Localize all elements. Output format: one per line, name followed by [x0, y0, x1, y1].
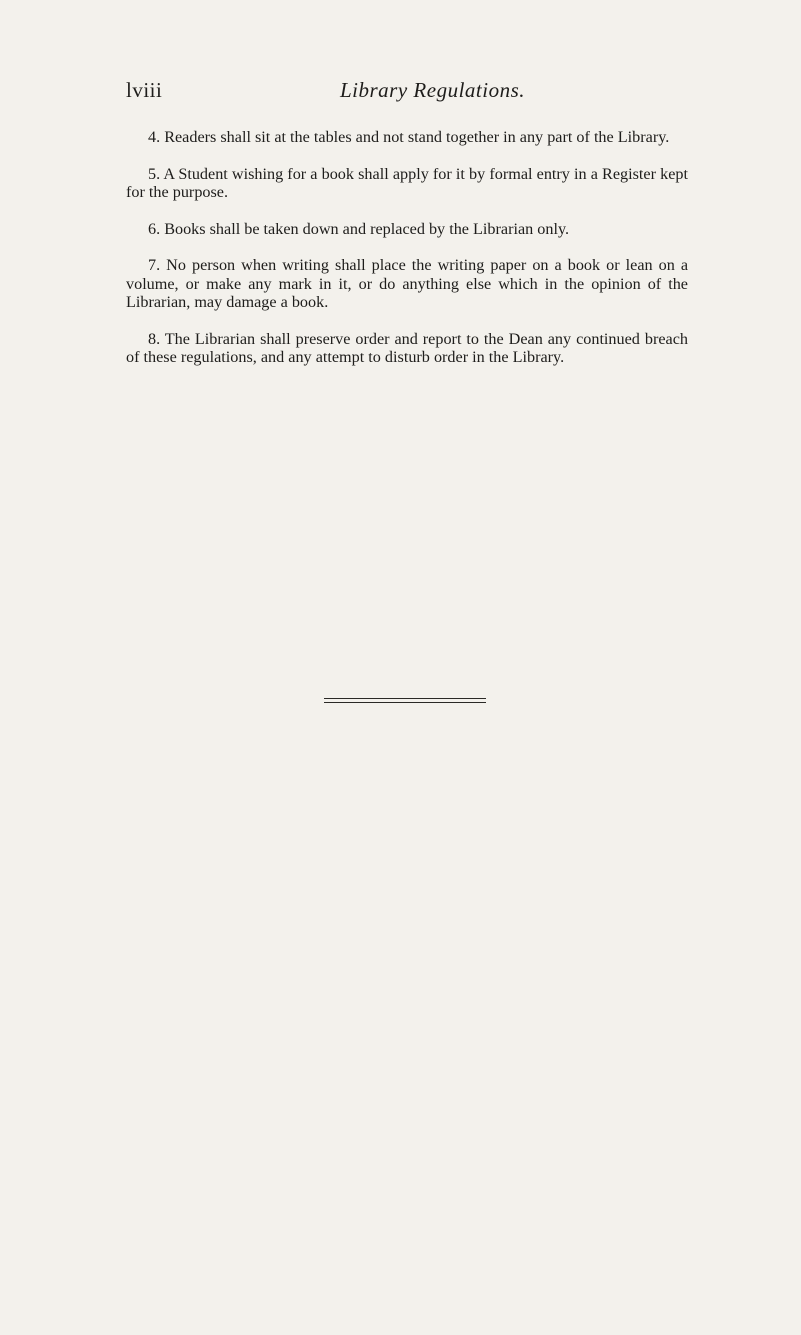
- regulation-text: Readers shall sit at the tables and not stand together in any part of the Library.: [164, 128, 670, 146]
- regulation-text: No person when writing shall place the writing paper on a book or lean on a volume, or make any mark in it, or do anything else which in the opinion of the Librarian, may damage a book.: [126, 256, 689, 311]
- regulations-list: [126, 128, 688, 385]
- regulation-text: The Librarian shall preserve order and report to the Dean any continued breach of these regulations, and any attempt to disturb order in the Library.: [126, 329, 688, 366]
- regulation-number: 6.: [148, 219, 161, 238]
- regulation-text: Books shall be taken down and replaced by the Librarian only.: [164, 219, 570, 238]
- regulation-text: A Student wishing for a book shall apply for it by formal entry in a Register kept for the purpose.: [126, 164, 689, 201]
- end-rule-upper: [324, 698, 486, 699]
- regulation-4: [126, 128, 688, 147]
- page-title: Library Regulations.: [340, 78, 526, 102]
- page-number: lviii: [126, 78, 163, 102]
- regulation-8: [126, 330, 688, 367]
- regulation-5: [126, 165, 688, 202]
- regulation-6: [126, 220, 688, 239]
- regulation-number: 4.: [148, 128, 161, 146]
- regulation-number: 5.: [148, 164, 161, 183]
- regulation-7: [126, 256, 688, 312]
- regulation-number: 7.: [148, 256, 161, 274]
- running-head: [126, 78, 684, 114]
- regulation-number: 8.: [148, 329, 161, 348]
- end-rule-lower: [324, 702, 486, 703]
